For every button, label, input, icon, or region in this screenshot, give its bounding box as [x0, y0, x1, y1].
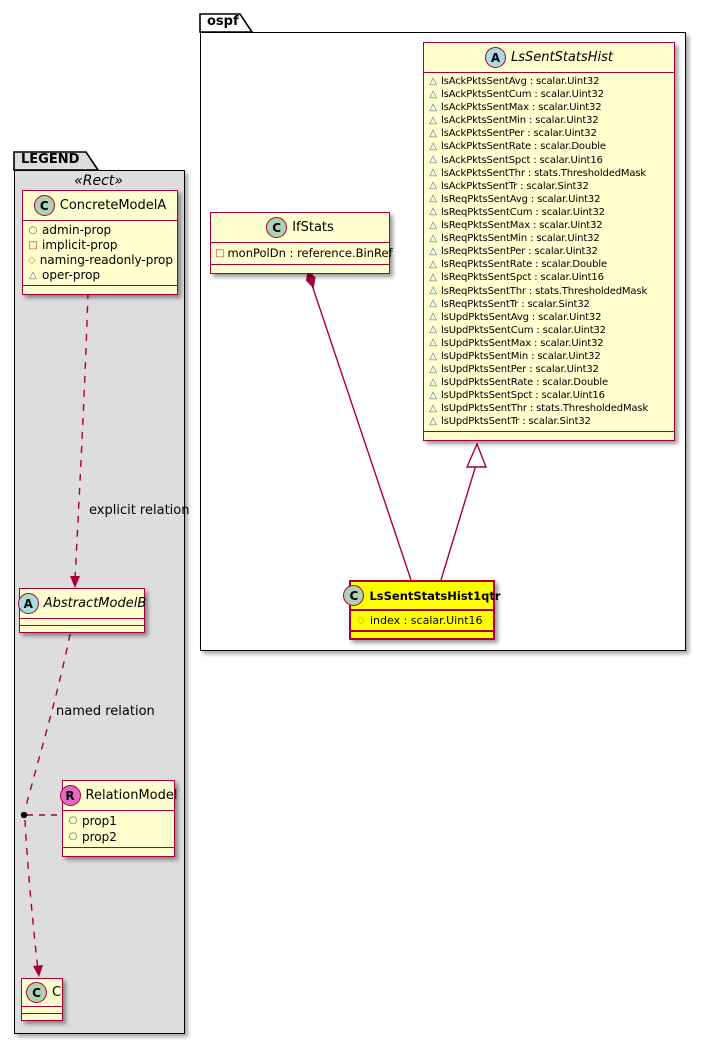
methods-compartment-empty — [63, 848, 174, 856]
oper-prop-icon — [427, 181, 439, 191]
class-name: ConcreteModelA — [59, 198, 167, 213]
property-text: oper-prop — [42, 268, 101, 282]
relation-spot-icon: R — [60, 785, 81, 806]
property-row — [427, 206, 671, 219]
oper-prop-icon — [427, 221, 439, 231]
property-row — [67, 813, 170, 829]
property-row — [427, 324, 671, 337]
property-text: lsAckPktsSentSpct : scalar.Uint16 — [441, 154, 603, 166]
methods-compartment-empty — [20, 625, 144, 632]
methods-compartment-empty — [424, 432, 674, 440]
class-title — [211, 213, 389, 243]
explicit-relation-label: explicit relation — [89, 503, 190, 518]
prop-kind-icon — [27, 256, 37, 266]
property-text: prop1 — [82, 814, 117, 828]
oper-prop-icon — [427, 142, 439, 152]
class-name: LsSentStatsHist1qtr — [369, 588, 501, 603]
oper-prop-icon — [427, 77, 439, 87]
class-title — [63, 781, 178, 811]
explicit-relation-edge — [75, 292, 88, 580]
oper-prop-icon — [427, 325, 439, 335]
class-title — [22, 979, 62, 1007]
class-ls-sent-stats-hist-1qtr — [349, 580, 501, 640]
oper-prop-icon — [427, 365, 439, 375]
prop-kind-icon — [27, 226, 39, 236]
property-row — [27, 223, 173, 238]
oper-prop-icon — [427, 168, 439, 178]
property-text: lsAckPktsSentMax : scalar.Uint32 — [441, 102, 602, 114]
class-title — [23, 191, 177, 221]
property-text: lsReqPktsSentMin : scalar.Uint32 — [441, 233, 600, 245]
property-row — [427, 402, 671, 415]
property-text: lsReqPktsSentSpct : scalar.Uint16 — [441, 272, 604, 284]
class-if-stats — [210, 212, 393, 274]
property-text: lsAckPktsSentCum : scalar.Uint32 — [441, 89, 604, 101]
property-row — [427, 376, 671, 389]
property-row — [427, 167, 671, 180]
property-row — [427, 114, 671, 127]
property-text: lsUpdPktsSentCum : scalar.Uint32 — [441, 324, 606, 336]
class-spot-icon: C — [34, 195, 55, 216]
oper-prop-icon — [427, 247, 439, 257]
oper-prop-icon — [427, 207, 439, 217]
class-name: RelationModel — [85, 788, 178, 803]
property-text: lsAckPktsSentAvg : scalar.Uint32 — [441, 76, 600, 87]
property-row — [427, 180, 671, 193]
class-title — [20, 589, 147, 619]
oper-prop-icon — [427, 194, 439, 204]
property-list — [63, 811, 174, 848]
oper-prop-icon — [427, 129, 439, 139]
property-text: lsUpdPktsSentSpct : scalar.Uint16 — [441, 390, 605, 402]
oper-prop-icon — [427, 234, 439, 244]
property-text: lsUpdPktsSentMin : scalar.Uint32 — [441, 350, 601, 362]
class-relation-model — [62, 780, 178, 857]
oper-prop-icon — [427, 352, 439, 362]
class-ls-sent-stats-hist — [423, 42, 675, 441]
class-name: C — [52, 985, 62, 1000]
property-row — [427, 219, 671, 232]
property-text: lsReqPktsSentRate : scalar.Double — [441, 259, 607, 271]
property-list — [23, 221, 177, 286]
inheritance-triangle — [467, 444, 486, 467]
named-relation-edge-lower — [25, 820, 38, 970]
class-name: IfStats — [292, 220, 334, 235]
implicit-prop-icon — [215, 249, 224, 259]
composition-edge — [312, 285, 411, 580]
property-row — [27, 253, 173, 268]
relation-junction-dot — [21, 812, 27, 818]
property-row — [355, 613, 489, 628]
property-list — [424, 73, 674, 432]
class-title — [424, 43, 674, 73]
property-row — [67, 829, 170, 845]
property-text: monPolDn : reference.BinRef — [227, 246, 393, 260]
oper-prop-icon — [427, 286, 439, 296]
property-text: lsReqPktsSentTr : scalar.Sint32 — [441, 298, 590, 310]
methods-compartment-empty — [211, 265, 389, 273]
property-row — [27, 268, 173, 283]
property-row — [427, 154, 671, 167]
class-name: LsSentStatsHist — [510, 50, 614, 65]
property-row — [427, 127, 671, 140]
property-text: lsAckPktsSentTr : scalar.Sint32 — [441, 180, 589, 192]
property-row — [427, 311, 671, 324]
property-row — [427, 415, 671, 428]
property-row — [427, 88, 671, 101]
property-text: lsUpdPktsSentTr : scalar.Sint32 — [441, 416, 591, 428]
oper-prop-icon — [427, 417, 439, 427]
methods-compartment-empty — [22, 1013, 62, 1020]
class-c — [21, 978, 63, 1021]
property-row — [427, 350, 671, 363]
property-row — [427, 193, 671, 206]
class-spot-icon: C — [266, 217, 287, 238]
prop-kind-icon — [27, 271, 39, 281]
property-row — [427, 75, 671, 88]
prop-kind-icon — [27, 241, 39, 251]
methods-compartment-empty — [351, 632, 493, 638]
inheritance-edge — [441, 465, 476, 580]
property-row — [427, 389, 671, 402]
class-abstract-model-b — [19, 588, 145, 633]
property-text: lsUpdPktsSentMax : scalar.Uint32 — [441, 337, 604, 349]
oper-prop-icon — [427, 378, 439, 388]
property-list — [351, 611, 493, 632]
property-text: lsAckPktsSentThr : stats.ThresholdedMask — [441, 167, 647, 179]
property-row — [427, 232, 671, 245]
property-row — [427, 337, 671, 350]
property-text: lsUpdPktsSentThr : stats.ThresholdedMask — [441, 403, 649, 415]
property-row — [427, 101, 671, 114]
class-name: AbstractModelB — [43, 596, 147, 611]
class-concrete-model-a — [22, 190, 178, 295]
class-spot-icon: C — [343, 585, 364, 606]
oper-prop-icon — [427, 90, 439, 100]
class-title — [349, 582, 501, 611]
property-text: lsReqPktsSentAvg : scalar.Uint32 — [441, 193, 601, 205]
property-row — [215, 245, 393, 262]
oper-prop-icon — [427, 155, 439, 165]
property-row — [427, 363, 671, 376]
property-row — [427, 258, 671, 271]
property-text: naming-readonly-prop — [39, 253, 173, 267]
admin-prop-icon — [67, 816, 79, 826]
property-text: prop2 — [82, 830, 117, 844]
property-text: lsUpdPktsSentPer : scalar.Uint32 — [441, 364, 599, 376]
property-text: lsReqPktsSentPer : scalar.Uint32 — [441, 246, 598, 258]
legend-package-name: LEGEND — [21, 152, 80, 167]
oper-prop-icon — [427, 312, 439, 322]
property-row — [27, 238, 173, 253]
property-text: lsReqPktsSentMax : scalar.Uint32 — [441, 220, 603, 232]
property-text: implicit-prop — [42, 238, 118, 252]
naming-readonly-prop-icon — [355, 616, 367, 626]
named-relation-arrowhead — [33, 965, 43, 977]
oper-prop-icon — [427, 103, 439, 113]
property-row — [427, 245, 671, 258]
property-text: lsReqPktsSentCum : scalar.Uint32 — [441, 206, 605, 218]
class-spot-icon: C — [26, 982, 47, 1003]
property-row — [427, 271, 671, 284]
property-text: lsAckPktsSentPer : scalar.Uint32 — [441, 128, 597, 140]
property-row — [427, 298, 671, 311]
oper-prop-icon — [427, 273, 439, 283]
admin-prop-icon — [67, 832, 79, 842]
oper-prop-icon — [427, 260, 439, 270]
oper-prop-icon — [427, 116, 439, 126]
abstract-spot-icon: A — [18, 593, 39, 614]
property-text: lsUpdPktsSentAvg : scalar.Uint32 — [441, 311, 602, 323]
property-text: index : scalar.Uint16 — [370, 614, 483, 627]
oper-prop-icon — [427, 299, 439, 309]
oper-prop-icon — [427, 338, 439, 348]
property-list — [211, 243, 393, 265]
ospf-package-name: ospf — [207, 14, 239, 29]
property-text: lsAckPktsSentMin : scalar.Uint32 — [441, 115, 599, 127]
property-text: lsUpdPktsSentRate : scalar.Double — [441, 377, 608, 389]
methods-compartment-empty — [23, 286, 177, 294]
property-text: lsAckPktsSentRate : scalar.Double — [441, 141, 606, 153]
property-row — [427, 140, 671, 153]
property-text: lsReqPktsSentThr : stats.ThresholdedMask — [441, 285, 648, 297]
abstract-spot-icon: A — [485, 47, 506, 68]
explicit-relation-arrowhead — [70, 576, 80, 588]
oper-prop-icon — [427, 404, 439, 414]
property-row — [427, 285, 671, 298]
rect-stereotype-label: «Rect» — [74, 173, 123, 189]
oper-prop-icon — [427, 391, 439, 401]
named-relation-label: named relation — [56, 704, 155, 719]
property-text: admin-prop — [42, 223, 112, 237]
